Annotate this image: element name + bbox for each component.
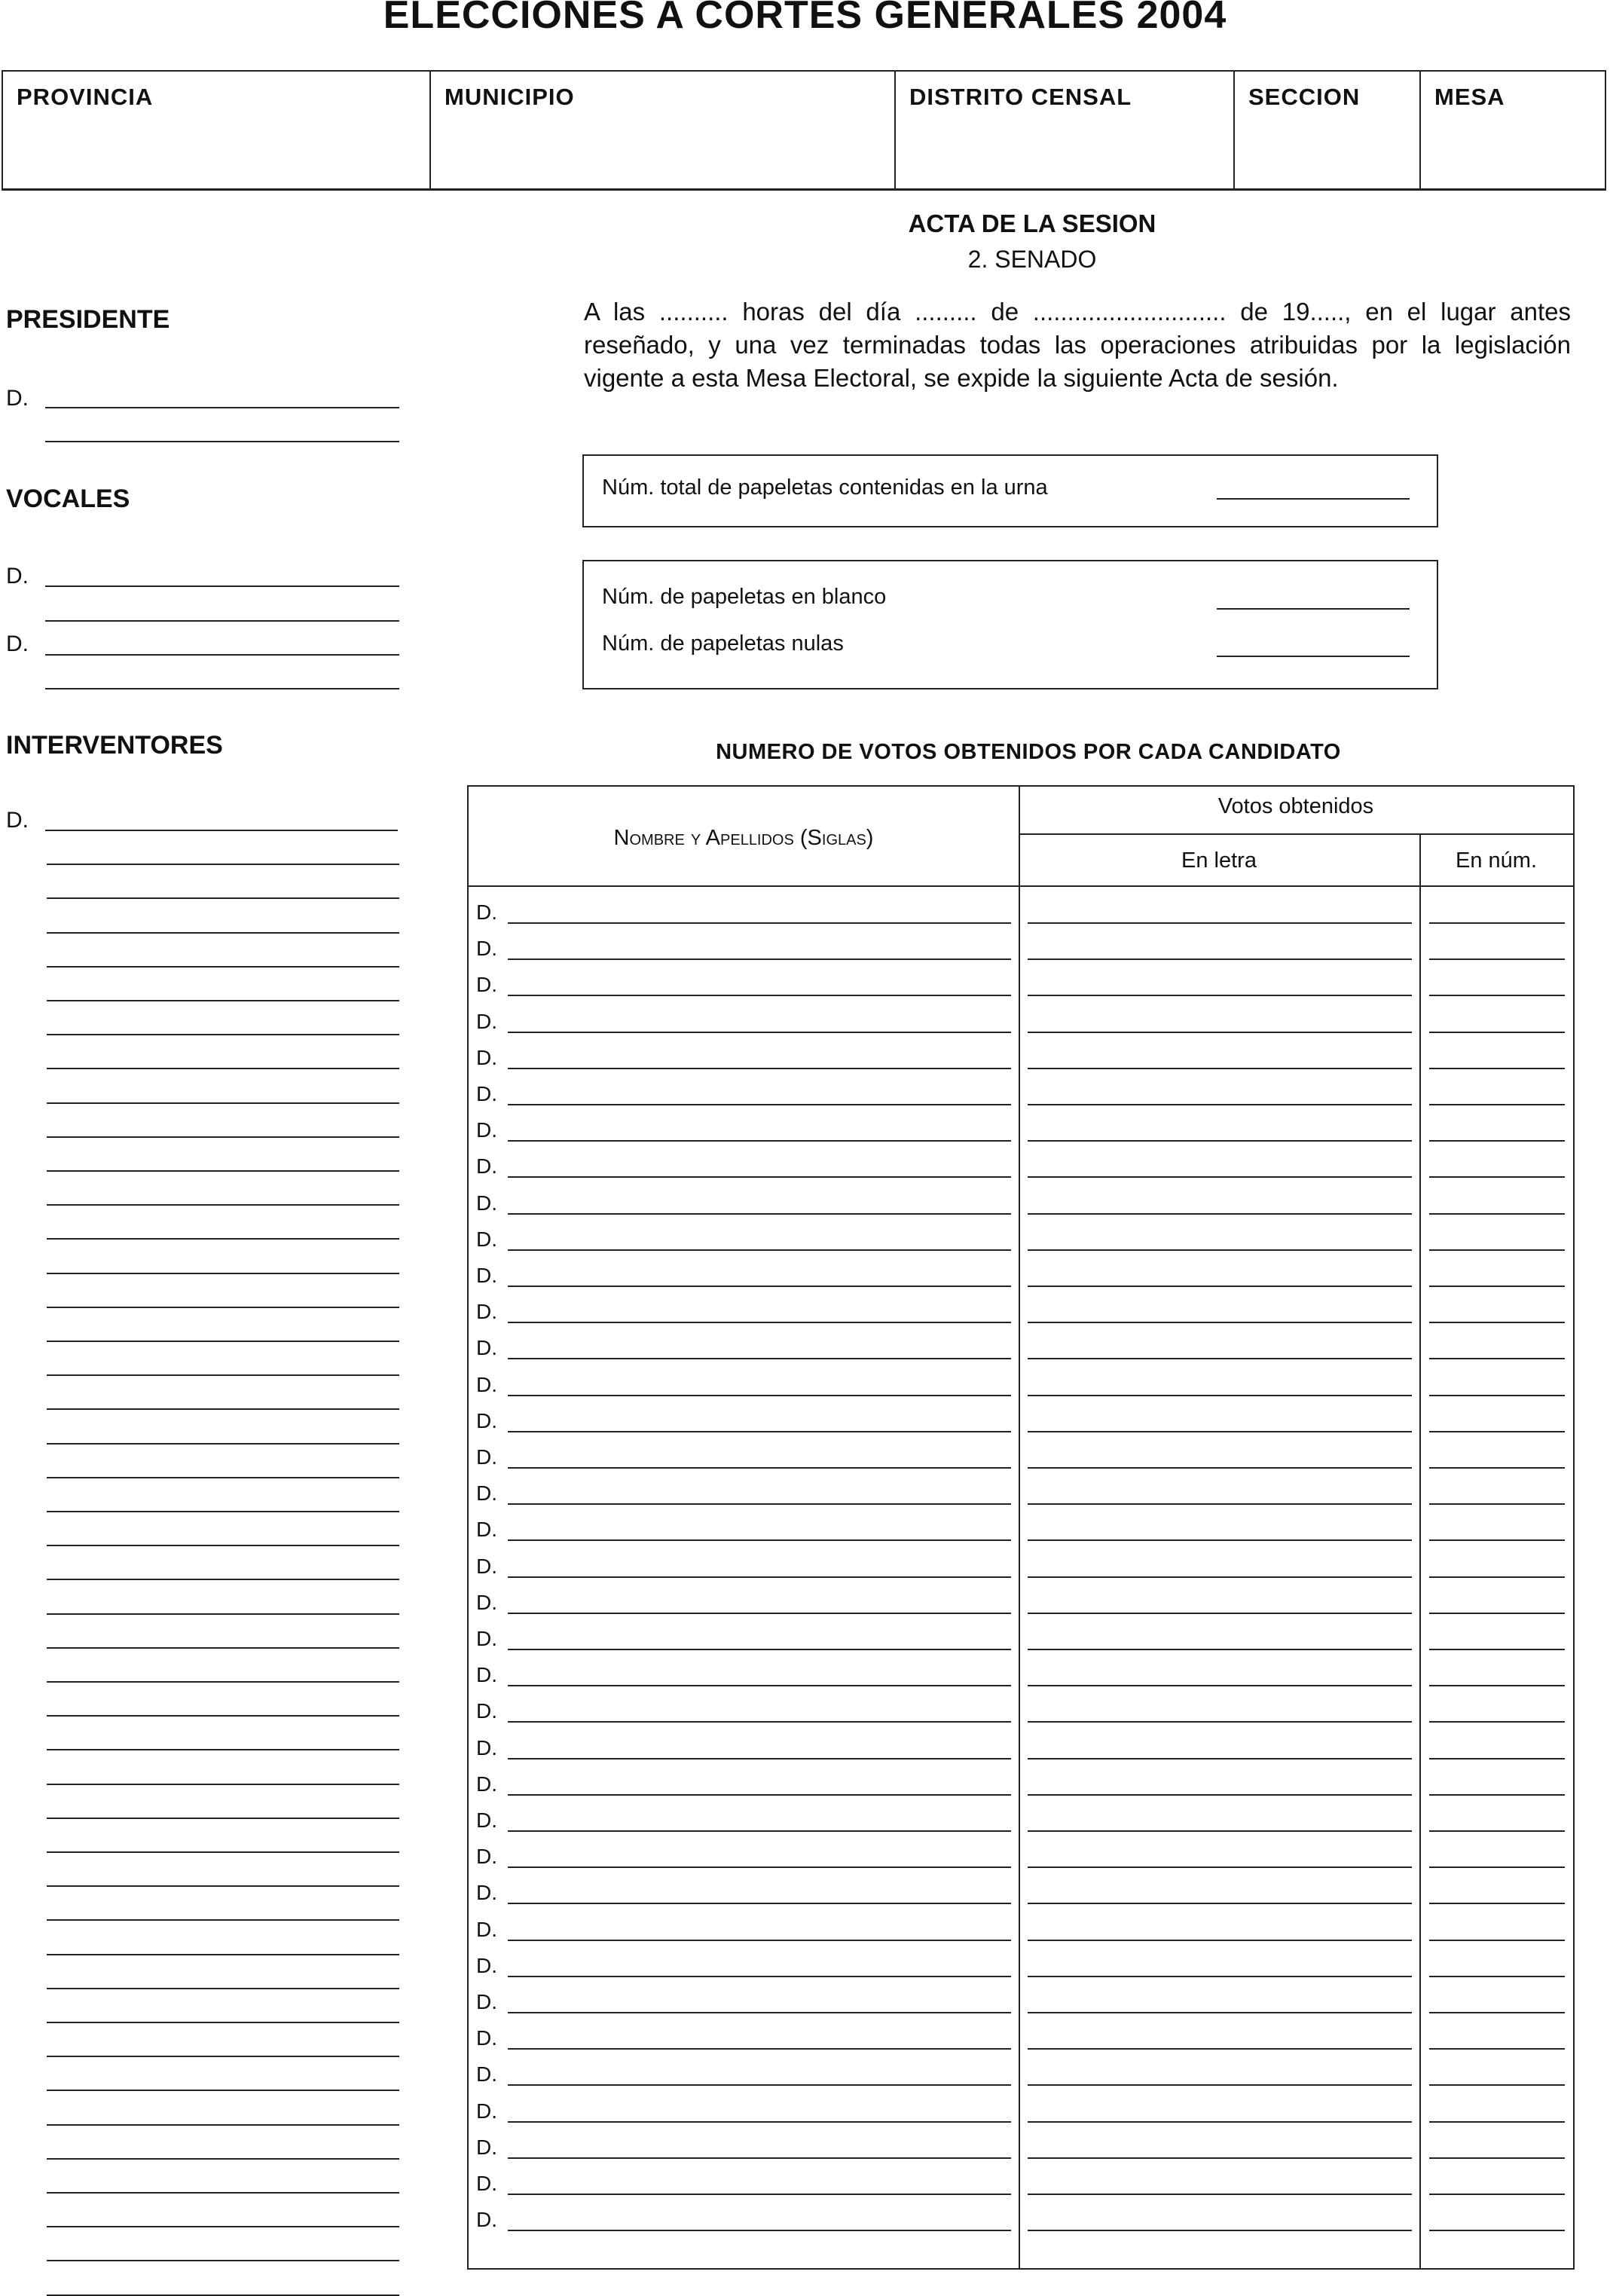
votos-header-divider	[1019, 833, 1573, 835]
interventor-signature-line[interactable]	[47, 1477, 399, 1478]
candidate-name-line[interactable]	[508, 2157, 1011, 2159]
votes-num-line[interactable]	[1429, 1830, 1565, 1832]
votes-letra-line[interactable]	[1028, 1249, 1412, 1251]
interventor-signature-line[interactable]	[47, 1818, 399, 1819]
candidate-row-prefix: D.	[476, 1554, 497, 1578]
candidate-row-prefix: D.	[476, 1772, 497, 1796]
candidate-row-prefix: D.	[476, 973, 497, 997]
votes-num-line[interactable]	[1429, 1358, 1565, 1359]
votes-num-line[interactable]	[1429, 1140, 1565, 1142]
interventor-signature-line[interactable]	[47, 1136, 399, 1138]
candidate-row-prefix: D.	[476, 1481, 497, 1506]
votes-letra-line[interactable]	[1028, 1068, 1412, 1069]
votes-letra-line[interactable]	[1028, 1503, 1412, 1505]
votes-letra-line[interactable]	[1028, 1830, 1412, 1832]
candidate-name-line[interactable]	[508, 1032, 1011, 1033]
candidate-name-line[interactable]	[508, 2048, 1011, 2050]
votes-letra-line[interactable]	[1028, 1940, 1412, 1941]
interventor-d-prefix: D.	[6, 808, 29, 833]
candidate-row-prefix: D.	[476, 1735, 497, 1759]
votes-letra-line[interactable]	[1028, 1431, 1412, 1432]
votes-letra-line[interactable]	[1028, 1286, 1412, 1287]
interventor-signature-line[interactable]	[47, 864, 399, 865]
votes-letra-line[interactable]	[1028, 2012, 1412, 2013]
candidate-name-line[interactable]	[508, 1176, 1011, 1178]
candidate-row-prefix: D.	[476, 1590, 497, 1614]
candidate-name-line[interactable]	[508, 2230, 1011, 2231]
presidente-signature-line-2[interactable]	[45, 441, 399, 442]
interventor-signature-line[interactable]	[47, 1102, 399, 1104]
interventor-signature-line[interactable]	[47, 1579, 399, 1580]
candidate-row-prefix: D.	[476, 2026, 497, 2050]
votes-num-line[interactable]	[1429, 1794, 1565, 1796]
interventor-signature-line[interactable]	[47, 2294, 399, 2296]
votes-letra-line[interactable]	[1028, 2194, 1412, 2195]
location-header-box	[2, 70, 1606, 191]
votes-num-line[interactable]	[1429, 1176, 1565, 1178]
votes-num-line[interactable]	[1429, 2121, 1565, 2123]
papeletas-nulas-label: Núm. de papeletas nulas	[602, 631, 844, 656]
en-letra-header: En letra	[1181, 848, 1257, 873]
votes-letra-line[interactable]	[1028, 1539, 1412, 1541]
candidate-row-prefix: D.	[476, 1264, 497, 1287]
candidate-name-line[interactable]	[508, 1249, 1011, 1251]
candidate-name-line[interactable]	[508, 922, 1011, 924]
votes-num-line[interactable]	[1429, 1613, 1565, 1614]
total-papeletas-box	[582, 454, 1438, 527]
vocal-1-signature-line-2[interactable]	[45, 620, 399, 622]
votes-letra-line[interactable]	[1028, 1576, 1412, 1578]
votes-letra-line[interactable]	[1028, 1794, 1412, 1796]
votes-num-line[interactable]	[1429, 1286, 1565, 1287]
interventor-signature-line[interactable]	[47, 2056, 399, 2057]
mesa-field[interactable]	[1421, 72, 1606, 188]
vocal-2-signature-line[interactable]	[45, 654, 399, 656]
papeletas-blanco-input-line[interactable]	[1217, 608, 1410, 610]
total-papeletas-input-line[interactable]	[1217, 498, 1410, 500]
acta-subtitle: 2. SENADO	[967, 246, 1097, 273]
candidate-name-line[interactable]	[508, 1395, 1011, 1396]
candidate-name-line[interactable]	[508, 1286, 1011, 1287]
candidate-name-line[interactable]	[508, 1104, 1011, 1105]
votes-letra-line[interactable]	[1028, 1395, 1412, 1396]
interventor-signature-line[interactable]	[47, 2260, 399, 2261]
votes-num-line[interactable]	[1429, 1249, 1565, 1251]
candidate-name-line[interactable]	[508, 2121, 1011, 2123]
candidate-name-line[interactable]	[508, 1467, 1011, 1469]
candidate-name-line[interactable]	[508, 2084, 1011, 2086]
votes-letra-line[interactable]	[1028, 1104, 1412, 1105]
candidate-row-prefix: D.	[476, 2172, 497, 2195]
votes-letra-line[interactable]	[1028, 1467, 1412, 1469]
interventor-signature-line[interactable]	[47, 2192, 399, 2194]
vocal-2-d-prefix: D.	[6, 631, 29, 656]
interventor-signature-line[interactable]	[47, 932, 399, 934]
candidate-name-line[interactable]	[508, 1322, 1011, 1323]
interventor-signature-line[interactable]	[47, 1545, 399, 1546]
interventor-signature-line[interactable]	[47, 1408, 399, 1410]
votes-num-line[interactable]	[1429, 995, 1565, 996]
votes-letra-line[interactable]	[1028, 1140, 1412, 1142]
candidate-name-line[interactable]	[508, 1794, 1011, 1796]
votos-obtenidos-header: Votos obtenidos	[1217, 794, 1374, 818]
mesa-label: MESA	[1434, 84, 1505, 110]
interventor-signature-line[interactable]	[47, 1374, 399, 1376]
votes-num-line[interactable]	[1429, 2084, 1565, 2086]
candidate-name-line[interactable]	[508, 1503, 1011, 1505]
candidate-row-prefix: D.	[476, 1699, 497, 1723]
votes-num-line[interactable]	[1429, 1866, 1565, 1868]
candidate-row-prefix: D.	[476, 1300, 497, 1324]
candidate-row-prefix: D.	[476, 1627, 497, 1650]
candidate-row-prefix: D.	[476, 1154, 497, 1179]
header-bottom-divider	[469, 885, 1573, 887]
papeletas-blanco-label: Núm. de papeletas en blanco	[602, 585, 887, 609]
interventor-signature-line[interactable]	[47, 1170, 399, 1172]
interventor-signature-line[interactable]	[47, 1613, 399, 1615]
votes-num-line[interactable]	[1429, 2012, 1565, 2013]
votes-num-line[interactable]	[1429, 958, 1565, 960]
candidate-row-prefix: D.	[476, 1663, 497, 1687]
interventor-signature-line[interactable]	[47, 1341, 399, 1342]
provincia-label: PROVINCIA	[17, 84, 154, 110]
candidate-name-line[interactable]	[508, 1613, 1011, 1614]
candidate-name-line[interactable]	[508, 1830, 1011, 1832]
votes-num-line[interactable]	[1429, 1068, 1565, 1069]
seccion-label: SECCION	[1248, 84, 1361, 110]
interventor-signature-line[interactable]	[47, 966, 399, 968]
candidate-name-line[interactable]	[508, 1866, 1011, 1868]
votes-letra-line[interactable]	[1028, 2084, 1412, 2086]
provincia-field[interactable]	[3, 72, 431, 188]
candidate-row-prefix: D.	[476, 1445, 497, 1469]
votes-letra-line[interactable]	[1028, 1176, 1412, 1178]
votes-letra-line[interactable]	[1028, 958, 1412, 960]
interventor-signature-line[interactable]	[47, 1885, 399, 1887]
votes-letra-line[interactable]	[1028, 2121, 1412, 2123]
votes-num-line[interactable]	[1429, 1940, 1565, 1941]
candidate-name-line[interactable]	[508, 1068, 1011, 1069]
interventor-signature-line[interactable]	[47, 1238, 399, 1240]
candidate-row-prefix: D.	[476, 1336, 497, 1360]
candidate-name-line[interactable]	[508, 1576, 1011, 1578]
candidate-name-line[interactable]	[508, 958, 1011, 960]
candidate-row-prefix: D.	[476, 2062, 497, 2087]
votes-letra-line[interactable]	[1028, 2157, 1412, 2159]
candidate-row-prefix: D.	[476, 1808, 497, 1832]
vocal-1-d-prefix: D.	[6, 564, 29, 589]
candidate-row-prefix: D.	[476, 1408, 497, 1432]
votes-letra-line[interactable]	[1028, 1866, 1412, 1868]
votes-num-line[interactable]	[1429, 1467, 1565, 1469]
interventor-signature-line[interactable]	[47, 2124, 399, 2126]
votes-num-line[interactable]	[1429, 1539, 1565, 1541]
interventor-signature-line[interactable]	[47, 1954, 399, 1955]
blanco-nulas-box	[582, 560, 1438, 689]
candidate-row-prefix: D.	[476, 2208, 497, 2232]
votes-num-line[interactable]	[1429, 1213, 1565, 1215]
interventor-signature-line[interactable]	[47, 1443, 399, 1445]
candidate-row-prefix: D.	[476, 1009, 497, 1033]
interventor-signature-line[interactable]	[47, 1647, 399, 1649]
candidate-name-line[interactable]	[508, 2012, 1011, 2013]
votes-num-line[interactable]	[1429, 1431, 1565, 1432]
votes-num-line[interactable]	[1429, 1685, 1565, 1686]
votes-letra-line[interactable]	[1028, 1649, 1412, 1650]
candidate-row-prefix: D.	[476, 900, 497, 924]
name-column-header: Nombre y Apellidos (Siglas)	[613, 826, 874, 850]
interventor-signature-line[interactable]	[47, 1068, 399, 1069]
interventores-label: INTERVENTORES	[6, 731, 223, 760]
votes-letra-line[interactable]	[1028, 2048, 1412, 2050]
votes-letra-line[interactable]	[1028, 1213, 1412, 1215]
votes-letra-line[interactable]	[1028, 922, 1412, 924]
interventor-signature-line[interactable]	[47, 1034, 399, 1035]
interventor-signature-line[interactable]	[47, 1749, 399, 1750]
interventor-signature-line[interactable]	[47, 1681, 399, 1683]
interventor-signature-line[interactable]	[47, 897, 399, 899]
votes-num-line[interactable]	[1429, 2048, 1565, 2050]
interventor-signature-line[interactable]	[47, 2022, 399, 2023]
interventor-signature-line[interactable]	[47, 1784, 399, 1785]
votes-num-line[interactable]	[1429, 2194, 1565, 2195]
interventor-signature-line[interactable]	[47, 1307, 399, 1308]
votes-letra-line[interactable]	[1028, 1976, 1412, 1977]
presidente-d-prefix: D.	[6, 386, 29, 411]
candidate-row-prefix: D.	[476, 1082, 497, 1105]
votes-letra-line[interactable]	[1028, 1721, 1412, 1723]
letra-column-divider	[1419, 833, 1421, 2268]
interventor-signature-line[interactable]	[47, 1988, 399, 1989]
interventor-signature-line[interactable]	[47, 2226, 399, 2227]
votes-num-line[interactable]	[1429, 2157, 1565, 2159]
votes-num-line[interactable]	[1429, 1104, 1565, 1105]
candidate-row-prefix: D.	[476, 1881, 497, 1905]
vocal-1-signature-line[interactable]	[45, 585, 399, 587]
votes-letra-line[interactable]	[1028, 1032, 1412, 1033]
candidate-row-prefix: D.	[476, 1518, 497, 1542]
candidate-row-prefix: D.	[476, 1845, 497, 1869]
candidate-name-line[interactable]	[508, 1758, 1011, 1759]
candidate-name-line[interactable]	[508, 1539, 1011, 1541]
votes-num-line[interactable]	[1429, 1721, 1565, 1723]
candidate-row-prefix: D.	[476, 1227, 497, 1251]
interventor-signature-line[interactable]	[47, 1715, 399, 1717]
interventor-signature-line[interactable]	[47, 1204, 399, 1206]
votes-table	[467, 785, 1575, 2270]
interventor-signature-line[interactable]	[47, 1851, 399, 1853]
votes-num-line[interactable]	[1429, 1976, 1565, 1977]
name-column-divider	[1019, 787, 1020, 2268]
interventor-signature-line[interactable]	[47, 1273, 399, 1274]
candidate-name-line[interactable]	[508, 1976, 1011, 1977]
candidate-name-line[interactable]	[508, 995, 1011, 996]
municipio-field[interactable]	[431, 72, 896, 188]
votes-letra-line[interactable]	[1028, 995, 1412, 996]
candidate-row-prefix: D.	[476, 1372, 497, 1396]
papeletas-nulas-input-line[interactable]	[1217, 656, 1410, 657]
candidate-name-line[interactable]	[508, 2194, 1011, 2195]
votes-letra-line[interactable]	[1028, 1358, 1412, 1359]
acta-title: ACTA DE LA SESION	[908, 209, 1156, 237]
candidate-row-prefix: D.	[476, 937, 497, 961]
municipio-label: MUNICIPIO	[445, 84, 575, 110]
candidate-name-line[interactable]	[508, 1649, 1011, 1650]
candidate-name-line[interactable]	[508, 1685, 1011, 1686]
votes-num-line[interactable]	[1429, 1758, 1565, 1759]
interventor-signature-line[interactable]	[47, 1000, 399, 1001]
votes-num-line[interactable]	[1429, 922, 1565, 924]
candidate-row-prefix: D.	[476, 1917, 497, 1941]
interventor-signature-line[interactable]	[47, 2090, 399, 2091]
en-num-header: En núm.	[1456, 848, 1537, 873]
candidate-row-prefix: D.	[476, 2135, 497, 2159]
votes-num-line[interactable]	[1429, 1576, 1565, 1578]
seccion-field[interactable]	[1235, 72, 1421, 188]
candidate-row-prefix: D.	[476, 2099, 497, 2123]
vocales-label: VOCALES	[6, 485, 130, 513]
candidate-name-line[interactable]	[508, 1903, 1011, 1904]
votes-num-line[interactable]	[1429, 1503, 1565, 1505]
vocal-2-signature-line-2[interactable]	[45, 688, 399, 689]
candidate-row-prefix: D.	[476, 1953, 497, 1977]
votes-letra-line[interactable]	[1028, 2230, 1412, 2231]
votes-letra-line[interactable]	[1028, 1903, 1412, 1904]
presidente-label: PRESIDENTE	[6, 305, 170, 334]
candidate-name-line[interactable]	[508, 1940, 1011, 1941]
interventor-signature-line[interactable]	[47, 1919, 399, 1921]
acta-paragraph: A las .......... horas del día ......... de ............................ de 19....., en el lugar antes reseñado, y una vez terminadas todas las operaciones atribuidas por la legislación vigente a esta Mesa Electoral, se expide la siguiente Acta de sesión.	[584, 298, 1571, 392]
candidate-row-prefix: D.	[476, 1191, 497, 1215]
votes-num-line[interactable]	[1429, 1322, 1565, 1323]
candidate-row-prefix: D.	[476, 1045, 497, 1069]
candidate-row-prefix: D.	[476, 1118, 497, 1142]
votes-letra-line[interactable]	[1028, 1613, 1412, 1614]
candidate-name-line[interactable]	[508, 1431, 1011, 1432]
interventor-signature-line[interactable]	[45, 830, 398, 831]
candidate-name-line[interactable]	[508, 1721, 1011, 1723]
total-papeletas-label: Núm. total de papeletas contenidas en la urna	[602, 475, 1048, 500]
votes-letra-line[interactable]	[1028, 1685, 1412, 1686]
distrito-censal-label: DISTRITO CENSAL	[909, 84, 1132, 110]
votes-table-title: NUMERO DE VOTOS OBTENIDOS POR CADA CANDIDATO	[716, 740, 1341, 764]
votes-letra-line[interactable]	[1028, 1322, 1412, 1323]
interventor-signature-line[interactable]	[47, 2158, 399, 2160]
interventor-signature-line[interactable]	[47, 1511, 399, 1512]
votes-num-line[interactable]	[1429, 1649, 1565, 1650]
votes-num-line[interactable]	[1429, 1903, 1565, 1904]
votes-letra-line[interactable]	[1028, 1758, 1412, 1759]
votes-num-line[interactable]	[1429, 1395, 1565, 1396]
candidate-name-line[interactable]	[508, 1358, 1011, 1359]
votes-num-line[interactable]	[1429, 2230, 1565, 2231]
document-title: ELECCIONES A CORTES GENERALES 2004	[383, 0, 1227, 37]
candidate-row-prefix: D.	[476, 1990, 497, 2013]
presidente-signature-line[interactable]	[45, 407, 399, 408]
votes-num-line[interactable]	[1429, 1032, 1565, 1033]
distrito-censal-field[interactable]	[896, 72, 1235, 188]
candidate-name-line[interactable]	[508, 1213, 1011, 1215]
candidate-name-line[interactable]	[508, 1140, 1011, 1142]
